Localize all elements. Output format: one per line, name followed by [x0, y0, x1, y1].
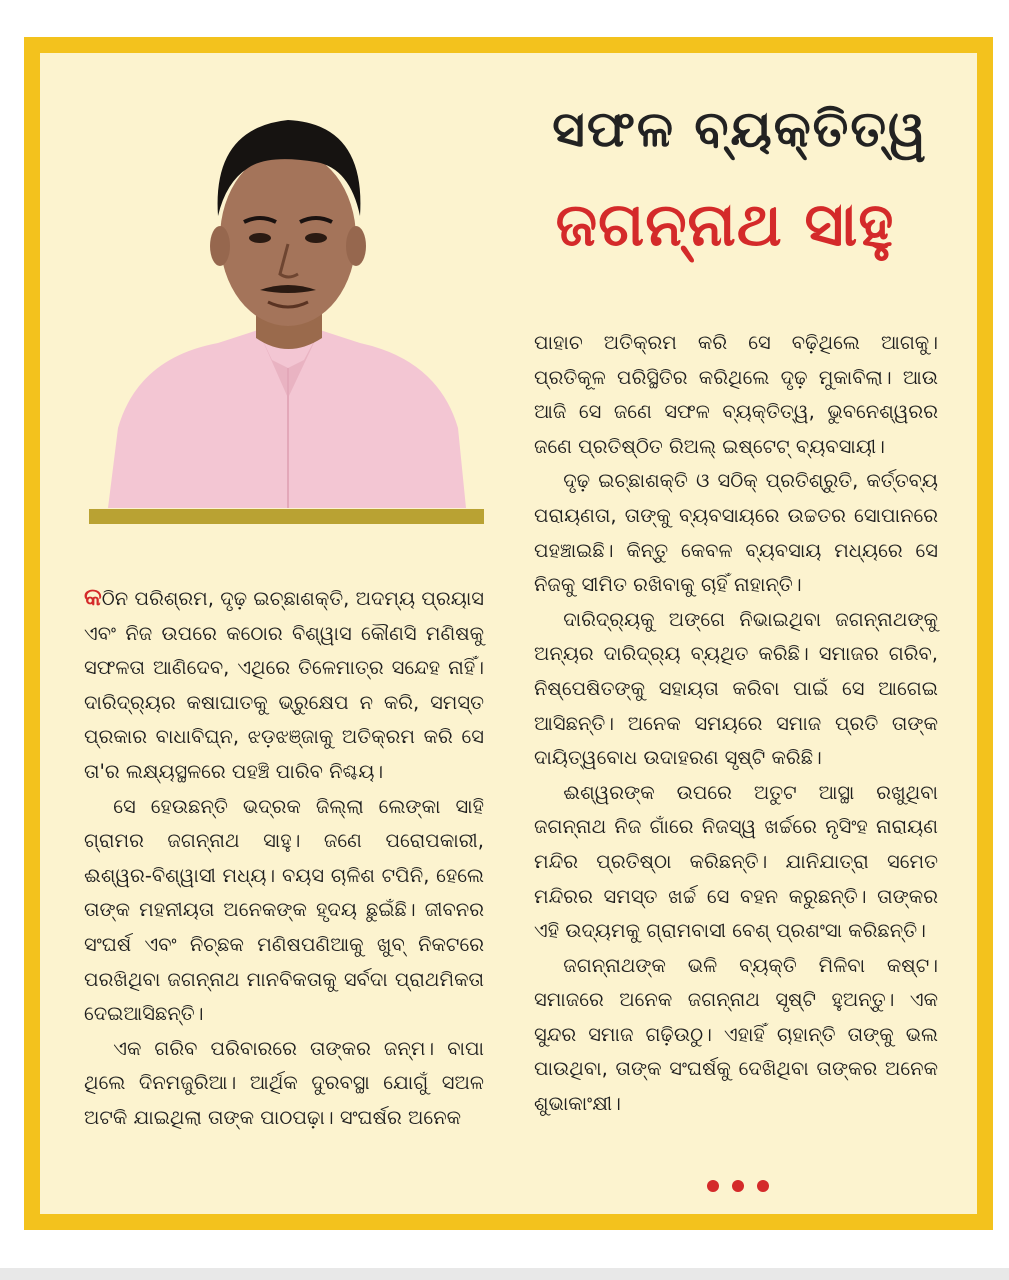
paragraph [84, 580, 484, 790]
bottom-strip [0, 1268, 1009, 1280]
paragraph: ପାହାଚ ଅତିକ୍ରମ କରି ସେ ବଢ଼ିଥିଲେ ଆଗକୁ। ପ୍ରତିକୂଳ ପରିସ୍ଥିତିର କରିଥିଲେ ଦୃଢ଼ ମୁକାବିଲା। ଆଉ ଆଜି ସେ ଜଣେ ସଫଳ ବ୍ୟକ୍ତିତ୍ୱ, ଭୁବନେଶ୍ୱରର ଜଣେ ପ୍ରତିଷ୍ଠିତ ରିଅଲ୍ ଇଷ୍ଟେଟ୍ ବ୍ୟବସାୟୀ। [534, 331, 938, 458]
photo-underline-bar [89, 509, 484, 524]
paragraph: ଈଶ୍ୱରଙ୍କ ଉପରେ ଅତୁଟ ଆସ୍ଥା ରଖୁଥିବା ଜଗନ୍ନାଥ ନିଜ ଗାଁରେ ନିଜସ୍ୱ ଖର୍ଚ୍ଚରେ ନୃସିଂହ ନାରାୟଣ ମନ୍ଦିର ପ୍ରତିଷ୍ଠା କରିଛନ୍ତି। ଯାନିଯାତ୍ରା ସମେତ ମନ୍ଦିରର ସମସ୍ତ ଖର୍ଚ୍ଚ ସେ ବହନ କରୁଛନ୍ତି। ତାଙ୍କର ଏହି ଉଦ୍ୟମକୁ ଗ୍ରାମବାସୀ ବେଶ୍ ପ୍ରଶଂସା କରିଛନ୍ତି। [534, 780, 938, 943]
paragraph-text: ଠିନ ପରିଶ୍ରମ, ଦୃଢ଼ ଇଚ୍ଛାଶକ୍ତି, ଅଦମ୍ୟ ପ୍ରୟାସ ଏବଂ ନିଜ ଉପରେ କଠୋର ବିଶ୍ୱାସ କୌଣସି ମଣିଷକୁ ସଫଳତା ଆଣିଦେବ, ଏଥିରେ ତିଳେମାତ୍ର ସନ୍ଦେହ ନାହିଁ। ଦାରିଦ୍ର୍ୟର କଷାଘାତକୁ ଭ୍ରୁକ୍ଷେପ ନ କରି, ସମସ୍ତ ପ୍ରକାର ବାଧାବିଘ୍ନ, ଝଡ଼ଝଞ୍ଜାକୁ ଅତିକ୍ରମ କରି ସେ ତା'ର ଲକ୍ଷ୍ୟସ୍ଥଳରେ ପହଞ୍ଚି ପାରିବ ନିଶ୍ଚୟ। [84, 587, 484, 783]
paragraph: ଏକ ଗରିବ ପରିବାରରେ ତାଙ୍କର ଜନ୍ମ। ବାପା ଥିଲେ ଦିନମଜୁରିଆ। ଆର୍ଥିକ ଦୁରବସ୍ଥା ଯୋଗୁଁ ସଅଳ ଅଟକି ଯାଇଥିଲା ତାଙ୍କ ପାଠପଢ଼ା। ସଂଘର୍ଷର ଅନେକ [84, 1036, 484, 1129]
paragraph: ସେ ହେଉଛନ୍ତି ଭଦ୍ରକ ଜିଲ୍ଲା ଲେଙ୍କା ସାହି ଗ୍ରାମର ଜଗନ୍ନାଥ ସାହୁ। ଜଣେ ପରୋପକାରୀ, ଈଶ୍ୱର-ବିଶ୍ୱାସୀ ମଧ୍ୟ। ବୟସ ଚାଳିଶ ଟପିନି, ହେଲେ ତାଙ୍କ ମହନୀୟତା ଅନେକଙ୍କ ହୃଦୟ ଛୁଇଁଛି। ଜୀବନର ସଂଘର୍ଷ ଏବଂ ନିଚ୍ଛକ ମଣିଷପଣିଆକୁ ଖୁବ୍ ନିକଟରେ ପରଖିଥିବା ଜଗନ୍ନାଥ ମାନବିକତାକୁ ସର୍ବଦା ପ୍ରାଥମିକତା ଦେଇଆସିଛନ୍ତି। [84, 794, 484, 1026]
portrait-photo [108, 98, 466, 508]
paragraph: ଦାରିଦ୍ର୍ୟକୁ ଅଙ୍ଗେ ନିଭାଇଥିବା ଜଗନ୍ନାଥଙ୍କୁ ଅନ୍ୟର ଦାରିଦ୍ର୍ୟ ବ୍ୟଥିତ କରିଛି। ସମାଜର ଗରିବ, ନିଷ୍ପେଷିତଙ୍କୁ ସହାୟତା କରିବା ପାଇଁ ସେ ଆଗେଇ ଆସିଛନ୍ତି। ଅନେକ ସମୟରେ ସମାଜ ପ୍ରତି ତାଙ୍କ ଦାୟିତ୍ୱବୋଧ ଉଦାହରଣ ସୃଷ୍ଟି କରିଛି। [534, 607, 938, 770]
article-kicker: ସଫଳ ବ୍ୟକ୍ତିତ୍ୱ [552, 100, 928, 158]
article-title-name: ଜଗନ୍ନାଥ ସାହୁ [555, 190, 895, 260]
end-dots-icon [702, 1176, 774, 1196]
paragraph: ଜଗନ୍ନାଥଙ୍କ ଭଳି ବ୍ୟକ୍ତି ମିଳିବା କଷ୍ଟ। ସମାଜରେ ଅନେକ ଜଗନ୍ନାଥ ସୃଷ୍ଟି ହୁଅନ୍ତୁ। ଏକ ସୁନ୍ଦର ସମାଜ ଗଢ଼ିଉଠୁ। ଏହାହିଁ ଚାହାନ୍ତି ତାଙ୍କୁ ଭଲ ପାଉଥିବା, ତାଙ୍କ ସଂଘର୍ଷକୁ ଦେଖିଥିବା ତାଙ୍କର ଅନେକ ଶୁଭାକାଂକ୍ଷୀ। [534, 953, 938, 1116]
article-column-left [84, 580, 484, 1136]
paragraph: ଦୃଢ଼ ଇଚ୍ଛାଶକ୍ତି ଓ ସଠିକ୍ ପ୍ରତିଶ୍ରୁତି, କର୍ତ୍ତବ୍ୟ ପରାୟଣତା, ତାଙ୍କୁ ବ୍ୟବସାୟରେ ଉଚ୍ଚତର ସୋପାନରେ ପହଞ୍ଚାଇଛି। କିନ୍ତୁ କେବଳ ବ୍ୟବସାୟ ମଧ୍ୟରେ ସେ ନିଜକୁ ସୀମିତ ରଖିବାକୁ ଚାହିଁ ନାହାନ୍ତି। [534, 469, 938, 597]
drop-cap: କ [84, 583, 102, 611]
article-column-right [534, 326, 938, 1122]
